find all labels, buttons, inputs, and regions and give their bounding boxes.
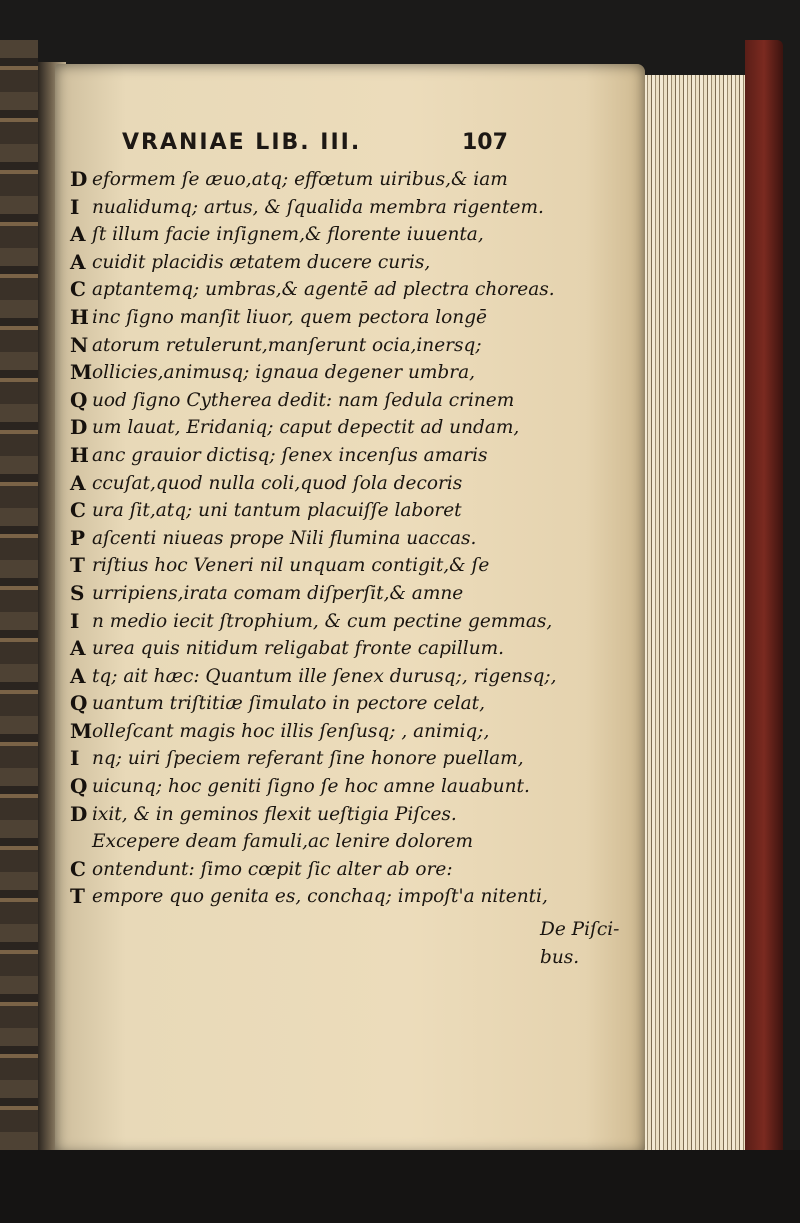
verse-line [70,663,557,691]
verse-text: aſcenti niueas prope Nili flumina uaccas. [92,527,477,549]
verse-initial: C [70,277,86,302]
verse-text: olleſcant magis hoc illis ſenſusq; , animiq;, [92,720,490,742]
marginal-note [540,916,619,971]
verse-line [70,470,540,498]
verse-initial: A [70,636,86,661]
verse-text: uod ſigno Cytherea dedit: nam ſedula crinem [92,389,515,411]
verse-line [70,525,540,553]
verse-line [70,608,553,636]
verse-initial: I [70,194,80,219]
verse-initial: A [70,249,86,274]
running-head: VRANIAE LIB. III. [122,130,362,155]
verse-line [70,856,540,884]
verse-initial: A [70,470,86,495]
verse-text: eformem ſe æuo,atq; effœtum uiribus,& iam [92,169,508,190]
verse-text: nualidumq; artus, & ſqualida membra rigentem. [92,196,544,218]
left-page-edges [0,40,38,1170]
verse-initial: T [70,884,85,909]
verse-line [70,745,540,773]
verse-initial: D [70,415,88,440]
verse-text: ixit, & in geminos flexit ueſtigia Piſces. [92,803,457,825]
verse-text: empore quo genita es, conchaq; impoſt'a nitenti, [92,886,548,908]
verse-text: atorum retulerunt,manſerunt ocia,inersq; [92,334,482,356]
verse-line [70,773,540,801]
bottom-shadow [0,1150,800,1223]
book-cover [745,40,783,1160]
verse-initial: Q [70,774,88,799]
verse-initial: H [70,442,89,467]
verse-line [70,414,540,442]
verse-line [70,635,540,663]
verse-text: aptantemq; umbras,& agentē ad plectra choreas. [92,279,555,301]
verse-line [70,194,544,222]
verse-text: uantum triſtitiæ ſimulato in pectore celat, [92,693,485,715]
verse-line [70,828,540,856]
page-header [70,128,540,162]
verse-line [70,304,540,332]
verse-text: um lauat, Eridaniq; caput depectit ad undam, [92,417,520,439]
verse-initial: T [70,553,85,578]
verse-text: ontendunt: ſimo cœpit ſic alter ab ore: [92,858,453,880]
verse-line [70,221,540,249]
verse-text: ccuſat,quod nulla coli,quod ſola decoris [92,472,463,494]
verse-initial: I [70,608,80,633]
verse-initial: C [70,856,86,881]
verse-initial: D [70,801,88,826]
verse-line [70,276,555,304]
verse-line [70,359,540,387]
verse-text: urripiens,irata comam diſperſit,& amne [92,582,464,604]
right-page-stack [628,75,756,1155]
page-number: 107 [462,130,508,155]
verse-initial: C [70,498,86,523]
verse-text: urea quis nitidum religabat fronte capillum. [92,638,505,660]
verse-text: nq; uiri ſpeciem referant ſine honore puellam, [92,748,524,770]
marginal-note-line: De Piſci- [540,919,620,940]
verse-line [70,497,540,525]
verse-initial: I [70,746,80,771]
verse-text: ollicies,animusq; ignaua degener umbra, [92,362,476,384]
verse-text: Excepere deam famuli,ac lenire dolorem [92,831,474,853]
verse-line [70,580,540,608]
verse-text: n medio iecit ſtrophium, & cum pectine gemmas, [92,610,553,632]
verse-line [70,332,540,360]
verse-line [70,166,540,194]
verse-line [70,690,540,718]
verse-text: ſt illum facie inſignem,& florente iuuenta, [92,224,484,246]
verse-line [70,552,540,580]
verse-initial: Q [70,387,88,412]
verse-line [70,801,540,829]
verse-text: inc ſigno manſit liuor, quem pectora longē [92,306,488,328]
verse-line [70,387,540,415]
verse-initial: A [70,222,86,247]
verse-initial: N [70,332,89,357]
verse-initial: A [70,663,86,688]
marginal-note-line: bus. [540,946,580,968]
verse-line [70,883,548,911]
verse-line [70,442,540,470]
verse-line [70,249,540,277]
verse-text: anc grauior dictisq; ſenex incenſus amaris [92,444,488,466]
verse-text: cuidit placidis ætatem ducere curis, [92,251,431,273]
verse-text: riſtius hoc Veneri nil unquam contigit,& ſe [92,555,490,577]
verse-block [70,166,557,911]
verse-initial: Q [70,691,88,716]
verse-initial: M [70,718,93,743]
verse-initial: P [70,525,86,550]
verse-text: uicunq; hoc geniti ſigno ſe hoc amne lauabunt. [92,776,530,798]
verse-initial: M [70,360,93,385]
verse-initial: D [70,167,88,191]
verse-initial: S [70,580,85,605]
verse-text: tq; ait hæc: Quantum ille ſenex durusq;, rigensq;, [92,665,557,687]
verse-text: ura ſit,atq; uni tantum placuiſſe laboret [92,500,462,522]
verse-line [70,718,540,746]
verse-initial: H [70,304,89,329]
